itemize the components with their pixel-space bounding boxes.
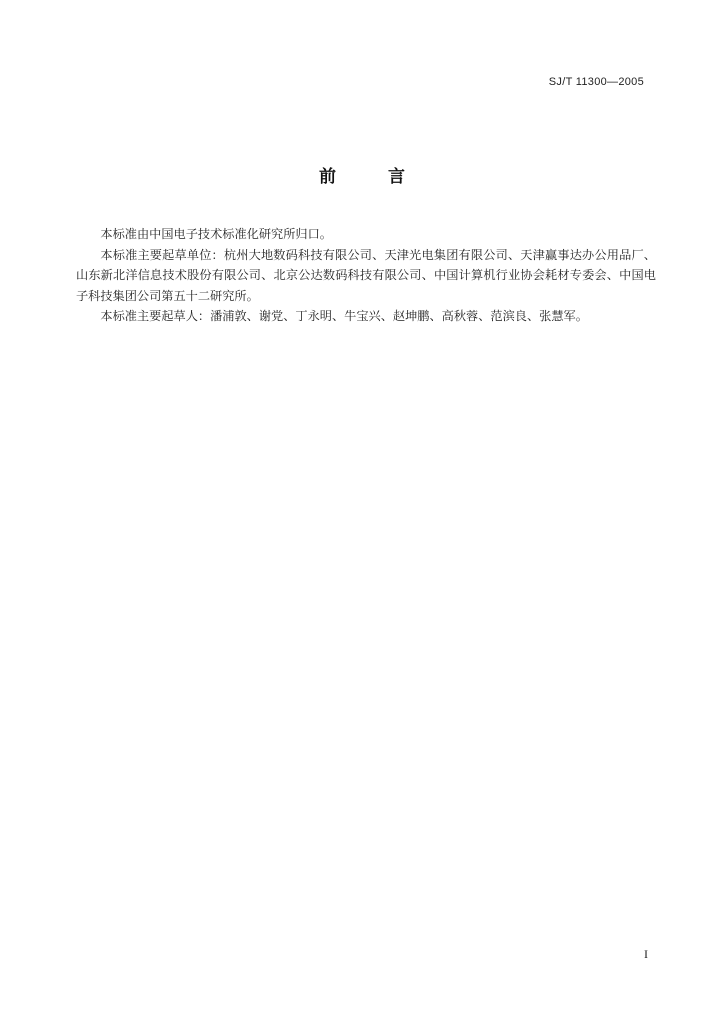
page-title: [0, 162, 724, 187]
foreword-body: [76, 224, 656, 327]
paragraph-drafters: 本标准主要起草人：潘浦敦、谢党、丁永明、牛宝兴、赵坤鹏、高秋蓉、范滨良、张慧军。: [100, 309, 588, 324]
standard-code: SJ/T 11300—2005: [548, 76, 644, 88]
paragraph-drafting-units: 本标准主要起草单位：杭州大地数码科技有限公司、天津光电集团有限公司、天津赢事达办公用品厂、山东新北洋信息技术股份有限公司、北京公达数码科技有限公司、中国计算机行业协会耗材专委会、中国电子科技集团公司第五十二研究所。: [76, 247, 656, 303]
paragraph-responsible-unit: 本标准由中国电子技术标准化研究所归口。: [100, 227, 332, 241]
title-char-1: 前: [319, 167, 336, 187]
title-char-2: 言: [388, 167, 405, 187]
page-number: I: [644, 947, 648, 961]
